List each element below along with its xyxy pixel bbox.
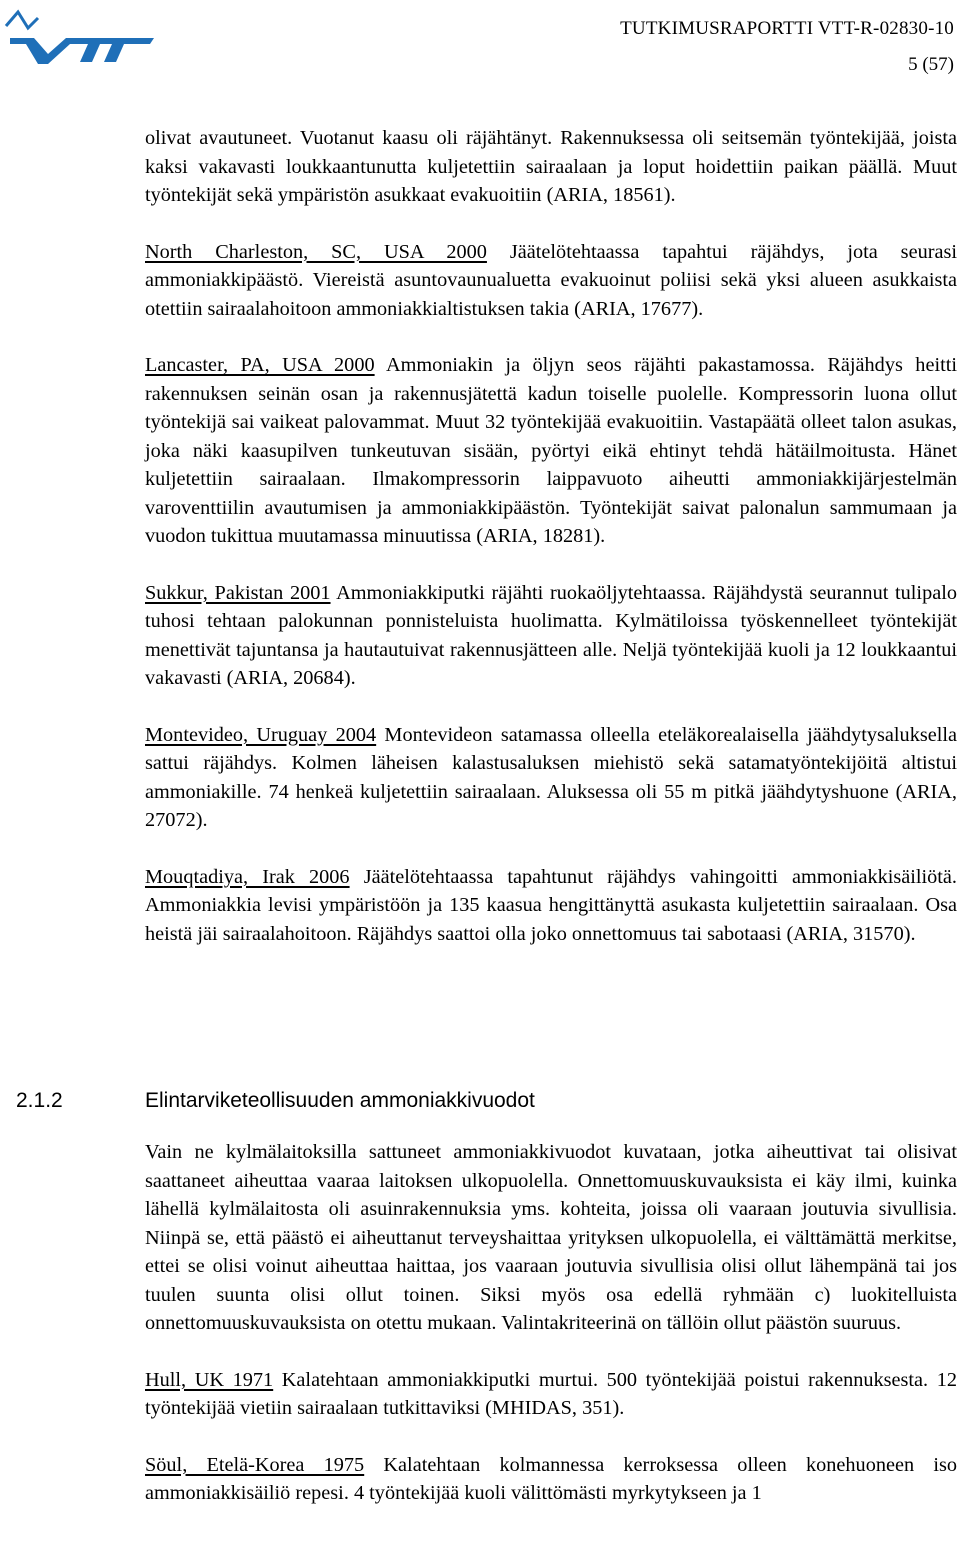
vtt-logo — [4, 6, 160, 66]
paragraph: olivat avautuneet. Vuotanut kaasu oli räjähtänyt. Rakennuksessa oli seitsemän työntekijää, joista kaksi vakavasti loukkaantunutta kuljetettiin sairaalaan ja loput hoidettiin paikan päällä. Muut työntekijät sekä ympäristön asukkaat evakuoitiin (ARIA, 18561). — [145, 127, 957, 206]
incident-place: North Charleston, SC, USA 2000 — [145, 240, 487, 263]
paragraph: Vain ne kylmälaitoksilla sattuneet ammoniakkivuodot kuvataan, jotka aiheuttivat tai olisivat saattaneet aiheuttaa vaaraa laitoksen ulkopuolella. Onnettomuuskuvauksista ei käy ilmi, kuinka lähellä kylmälaitosta oli asuinrakennuksia yms. kohteita, joissa oli vaaraan joutuvia sivullisia. Niinpä se, että päästö ei aiheuttanut terveyshaittaa yrityksen ulkopuolella, ei välttämättä merkitse, ettei se olisi voinut aiheuttaa haittaa, jos vaaraan joutuvia sivullisia olisi ollut lähempänä tai jos tuulen suunta olisi ollut toinen. Siksi myös osa edellä ryhmään c) luokitelluista onnettomuuskuvauksista on otettu mukaan. Valintakriteerinä on tällöin ollut päästön suuruus. — [145, 1141, 957, 1334]
paragraph: Lancaster, PA, USA 2000 Ammoniakin ja öljyn seos räjähti pakastamossa. Räjähdys heitti rakennuksen seinän osan ja rakennusjätettä kadun toiselle puolelle. Kompressorin luona ollut työntekijä sai vaikeat palovammat. Muut 32 työntekijää evakuoitiin. Vastapäätä olleet talon asukas, joka näki kaasupilven tunkeutuvan sisään, pyörtyi eikä ehtinyt tehdä hätäilmoitusta. Hänet kuljetettiin sairaalaan. Ilmakompressorin laippavuoto aiheutti ammoniakkijärjestelmän varoventtiilin avautumisen ja ammoniakkipäästön. Työntekijät saivat palonalun sammumaan ja vuodon tukittua muutamassa minuutissa (ARIA, 18281). — [145, 354, 957, 547]
incident-place: Lancaster, PA, USA 2000 — [145, 354, 375, 376]
incident-place: Hull, UK 1971 — [145, 1368, 274, 1391]
document-body — [145, 124, 957, 976]
page-number: 5 (57) — [908, 54, 954, 75]
paragraph: Söul, Etelä-Korea 1975 Kalatehtaan kolmannessa kerroksessa olleen konehuoneen iso ammoniakkisäiliö repesi. 4 työntekijää kuoli välittömästi myrkytykseen ja 1 — [145, 1453, 957, 1504]
report-id: TUTKIMUSRAPORTTI VTT-R-02830-10 — [620, 18, 954, 39]
paragraph: Sukkur, Pakistan 2001 Ammoniakkiputki räjähti ruokaöljytehtaassa. Räjähdystä seurannut tulipalo tuhosi tehtaan palokunnan ponnisteluista huolimatta. Kylmätiloissa työskennelleet työntekijät menettivät tajuntansa ja hautautuivat rakennusjätteen alle. Neljä työntekijää kuoli ja 12 loukkaantui vakavasti (ARIA, 20684). — [145, 581, 957, 689]
section-body — [145, 1138, 957, 1536]
paragraph: Mouqtadiya, Irak 2006 Jäätelötehtaassa tapahtunut räjähdys vahingoitti ammoniakkisäiliötä. Ammoniakkia levisi ympäristöön ja 135 kaasua hengittänyttä asukasta kuljetettiin sairaalaan. Osa heistä jäi sairaalahoitoon. Räjähdys saattoi olla joko onnettomuus tai sabotaasi (ARIA, 31570). — [145, 865, 958, 945]
paragraph: Montevideo, Uruguay 2004 Montevideon satamassa olleella eteläkorealaisella jäähdytysaluksella sattui räjähdys. Kolmen läheisen kalastusaluksen miehistö sekä satamatyöntekijöitä altistui ammoniakille. 74 henkeä kuljetettiin sairaalaan. Aluksessa oli 55 m pitkä jäähdytyshuone (ARIA, 27072). — [145, 723, 957, 831]
incident-place: Montevideo, Uruguay 2004 — [145, 723, 377, 746]
incident-place: Söul, Etelä-Korea 1975 — [145, 1453, 365, 1476]
incident-place: Sukkur, Pakistan 2001 — [145, 581, 331, 604]
section-number: 2.1.2 — [16, 1089, 63, 1112]
paragraph: North Charleston, SC, USA 2000 Jäätelötehtaassa tapahtui räjähdys, jota seurasi ammoniakkipäästö. Viereistä asuntovaunualuetta evakuoinut poliisi sekä yksi alueen asukkaista otettiin sairaalahoitoon ammoniakkialtistuksen takia (ARIA, 17677). — [145, 240, 958, 320]
incident-place: Mouqtadiya, Irak 2006 — [145, 865, 350, 888]
section-title: Elintarviketeollisuuden ammoniakkivuodot — [145, 1089, 535, 1112]
paragraph: Hull, UK 1971 Kalatehtaan ammoniakkiputki murtui. 500 työntekijää poistui rakennuksesta. 12 työntekijää vietiin sairaalaan tutkittaviksi (MHIDAS, 351). — [145, 1368, 958, 1419]
